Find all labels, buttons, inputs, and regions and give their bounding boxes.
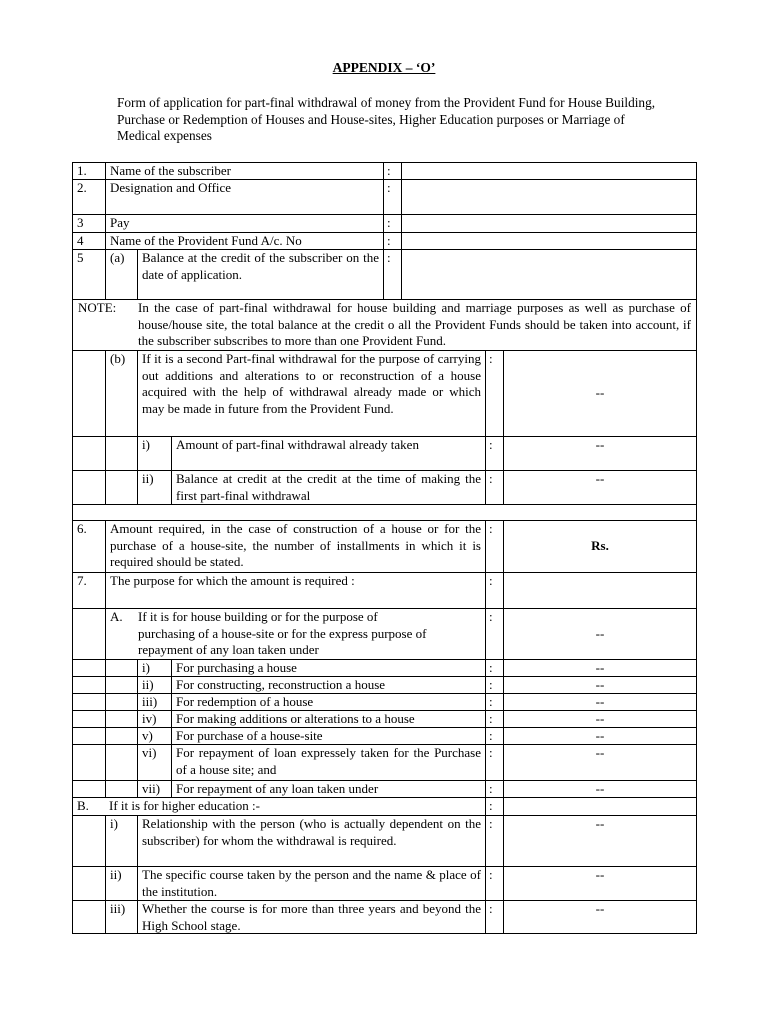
- row-pay: [72, 214, 697, 232]
- row-number: 4: [77, 233, 84, 248]
- colon: :: [383, 250, 401, 299]
- course-duration-value: --: [503, 901, 696, 933]
- row-label: Name of the Provident Fund A/c. No: [105, 233, 383, 249]
- empty-cell: [105, 711, 137, 727]
- empty-cell: [105, 437, 137, 470]
- row-course-duration: [72, 900, 697, 934]
- purpose-field[interactable]: [503, 573, 696, 608]
- higher-education-field[interactable]: [503, 798, 696, 815]
- row-number: 2.: [77, 180, 87, 195]
- colon: :: [485, 781, 503, 797]
- colon: :: [485, 351, 503, 436]
- row-label: Relationship with the person (who is actually dependent on the subscriber) for whom the withdrawal is required.: [137, 816, 485, 866]
- row-label: Balance at the credit of the subscriber on the date of application.: [137, 250, 383, 299]
- row-label: For purchasing a house: [171, 660, 485, 676]
- row-sub-number: vi): [137, 745, 171, 780]
- subscriber-name-field[interactable]: [401, 163, 696, 179]
- colon: :: [383, 180, 401, 214]
- purchasing-house-value: --: [503, 660, 696, 676]
- colon: :: [485, 816, 503, 866]
- note-text: In the case of part-final withdrawal for house building and marriage purposes as well as purchase of house/house site, the total balance at the credit o all the Provident Funds should be taken into account, if the subscriber subscribes to more than one Provident Fund.: [138, 300, 691, 349]
- colon: :: [485, 660, 503, 676]
- colon: :: [485, 677, 503, 693]
- row-balance-first: [72, 470, 697, 504]
- row-subscriber-name: [72, 162, 697, 179]
- empty-cell: [105, 471, 137, 504]
- row-number: 5: [77, 250, 84, 265]
- row-sub-number: vii): [137, 781, 171, 797]
- row-label: For repayment of any loan taken under: [171, 781, 485, 797]
- empty-cell: [105, 694, 137, 710]
- row-sub-number: ii): [105, 867, 137, 900]
- row-number: 1.: [77, 163, 87, 178]
- row-higher-education: [72, 797, 697, 815]
- house-building-value: --: [503, 609, 696, 659]
- empty-cell: [105, 745, 137, 780]
- empty-cell: [105, 677, 137, 693]
- row-label: Amount required, in the case of construction of a house or for the purchase of a house-site, the number of installments in which it is required should be stated.: [105, 521, 485, 572]
- row-purchasing-house: [72, 659, 697, 676]
- colon: :: [485, 471, 503, 504]
- row-sub-number: i): [105, 816, 137, 866]
- colon: :: [485, 711, 503, 727]
- row-course: [72, 866, 697, 900]
- row-sub-number: ii): [137, 471, 171, 504]
- row-amount-taken: [72, 436, 697, 470]
- empty-cell: [105, 728, 137, 744]
- row-label: For redemption of a house: [171, 694, 485, 710]
- form-intro: Form of application for part-final withdrawal of money from the Provident Fund for House Building, Purchase or Redemption of Houses and House-sites, Higher Education purposes or Marriage of Medical expenses: [117, 95, 656, 143]
- row-label: For repayment of loan expressely taken for the Purchase of a house site; and: [171, 745, 485, 780]
- balance-credit-field[interactable]: [401, 250, 696, 299]
- colon: :: [485, 437, 503, 470]
- row-additions-house: [72, 710, 697, 727]
- relationship-value: --: [503, 816, 696, 866]
- row-label: If it is for higher education :-: [109, 798, 260, 813]
- colon: :: [485, 745, 503, 780]
- row-sub-number: iv): [137, 711, 171, 727]
- colon: :: [485, 867, 503, 900]
- row-sub-number: (a): [105, 250, 137, 299]
- row-relationship: [72, 815, 697, 866]
- row-label: Whether the course is for more than three years and beyond the High School stage.: [137, 901, 485, 933]
- row-sub-number: iii): [137, 694, 171, 710]
- colon: :: [485, 901, 503, 933]
- row-label: The specific course taken by the person and the name & place of the institution.: [137, 867, 485, 900]
- row-label: Amount of part-final withdrawal already taken: [171, 437, 485, 470]
- note-row: [72, 299, 697, 350]
- row-label: If it is a second Part-final withdrawal for the purpose of carrying out additions and alterations to or reconstruction of a house acquired with the help of withdrawal already made or which may be made in future from the Provident Fund.: [137, 351, 485, 436]
- amount-required-value: Rs.: [503, 521, 696, 572]
- constructing-house-value: --: [503, 677, 696, 693]
- row-redemption-house: [72, 693, 697, 710]
- row-sub-number: iii): [105, 901, 137, 933]
- colon: :: [485, 798, 503, 815]
- row-label: For purchase of a house-site: [171, 728, 485, 744]
- row-sub-number: A.: [105, 609, 137, 659]
- row-label: Designation and Office: [105, 180, 383, 214]
- amount-taken-value: --: [503, 437, 696, 470]
- colon: :: [383, 233, 401, 249]
- colon: :: [383, 215, 401, 232]
- row-label: Balance at credit at the credit at the time of making the first part-final withdrawal: [171, 471, 485, 504]
- row-pf-account: [72, 232, 697, 249]
- row-balance-credit: [72, 249, 697, 299]
- row-label: If it is for house building or for the purpose of purchasing of a house-site or for the express purpose of repayment of any loan taken under: [138, 609, 427, 658]
- repayment-site-loan-value: --: [503, 745, 696, 780]
- row-purpose: [72, 572, 697, 608]
- additions-house-value: --: [503, 711, 696, 727]
- colon: :: [485, 609, 503, 659]
- row-designation: [72, 179, 697, 214]
- empty-cell: [105, 781, 137, 797]
- row-repayment-site-loan: [72, 744, 697, 780]
- spacer-row: [72, 504, 697, 520]
- row-label: For making additions or alterations to a house: [171, 711, 485, 727]
- note-label: NOTE:: [78, 300, 117, 315]
- row-sub-number: i): [137, 660, 171, 676]
- pf-account-field[interactable]: [401, 233, 696, 249]
- row-number: B.: [77, 798, 89, 813]
- row-label: Name of the subscriber: [105, 163, 383, 179]
- row-sub-number: (b): [105, 351, 137, 436]
- row-repayment-any-loan: [72, 780, 697, 797]
- colon: :: [485, 694, 503, 710]
- repayment-any-loan-value: --: [503, 781, 696, 797]
- row-sub-number: ii): [137, 677, 171, 693]
- course-value: --: [503, 867, 696, 900]
- colon: :: [485, 573, 503, 608]
- row-label: The purpose for which the amount is required :: [105, 573, 485, 608]
- row-house-building: [72, 608, 697, 659]
- purchase-site-value: --: [503, 728, 696, 744]
- colon: :: [485, 521, 503, 572]
- row-amount-required: [72, 520, 697, 572]
- colon: :: [383, 163, 401, 179]
- row-sub-number: i): [137, 437, 171, 470]
- designation-field[interactable]: [401, 180, 696, 214]
- balance-first-value: --: [503, 471, 696, 504]
- colon: :: [485, 728, 503, 744]
- row-label: Pay: [105, 215, 383, 232]
- row-number: 7.: [77, 573, 87, 588]
- appendix-title: APPENDIX – ‘O’: [332, 60, 436, 75]
- row-sub-number: v): [137, 728, 171, 744]
- pay-field[interactable]: [401, 215, 696, 232]
- row-number: 6.: [77, 521, 87, 536]
- row-label: For constructing, reconstruction a house: [171, 677, 485, 693]
- redemption-house-value: --: [503, 694, 696, 710]
- row-purchase-site: [72, 727, 697, 744]
- second-withdrawal-value: --: [503, 351, 696, 436]
- row-constructing-house: [72, 676, 697, 693]
- row-number: 3: [77, 215, 84, 230]
- row-second-withdrawal: [72, 350, 697, 436]
- empty-cell: [105, 660, 137, 676]
